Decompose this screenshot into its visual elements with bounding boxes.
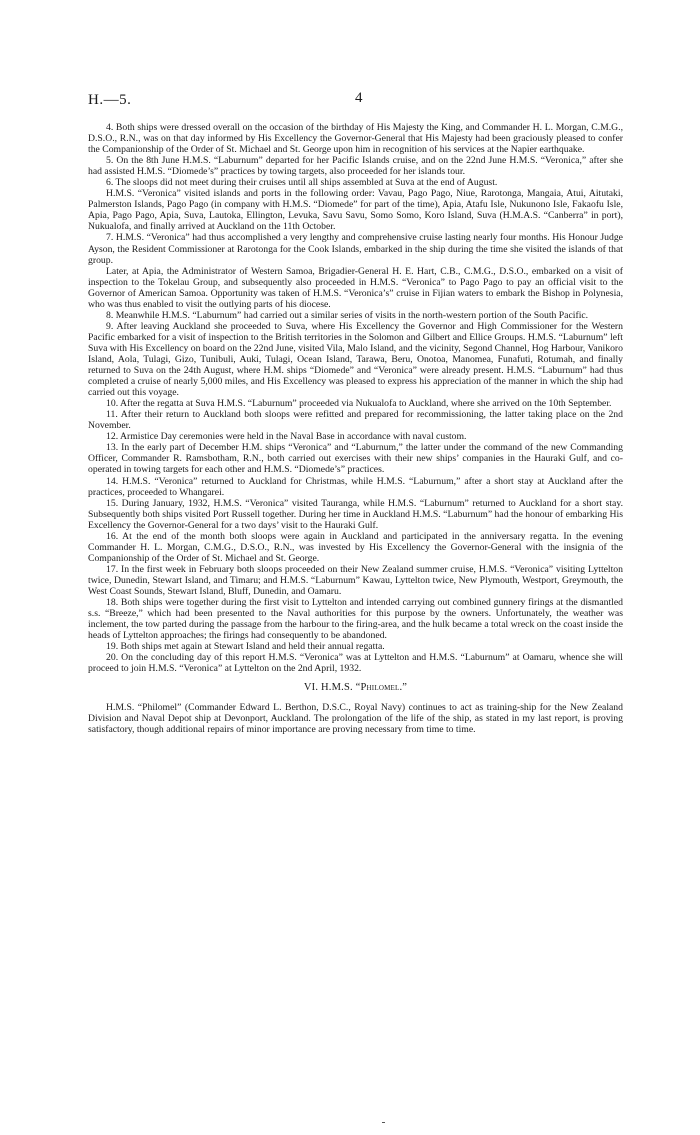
paragraph-15: 15. During January, 1932, H.M.S. “Veronica” visited Tauranga, while H.M.S. “Laburnum” returned to Auckland for a short stay. Subsequently both ships visited Port Russell together. During her time in Auckland H.M.S. “Laburnum” had the honour of embarking His Excellency the Governor-General for a two days’ visit to the Hauraki Gulf.	[88, 497, 623, 531]
paragraph-9: 9. After leaving Auckland she proceeded to Suva, where His Excellency the Governor and High Commissioner for the Western Pacific embarked for a visit of inspection to the British territories in the Solomon and Gilbert and Ellice Groups. H.M.S. “Laburnum” left Suva with His Excellency on board on the 22nd June, visited Vila, Malo Island, and the vicinity, Segond Channel, Hog Harbour, Vanikoro Island, Aola, Tulagi, Gizo, Tunibuli, Auki, Tulagi, Ocean Island, Tarawa, Beru, Onotoa, Manomea, Funafuti, Rotumah, and finally returned to Suva on the 24th August, where H.M. ships “Diomede” and “Veronica” were already present. H.M.S. “Laburnum” had thus completed a cruise of nearly 5,000 miles, and His Excellency was pleased to express his appreciation of the manner in which the ship had carried out this voyage.	[88, 320, 623, 399]
paragraph-19: 19. Both ships met again at Stewart Island and held their annual regatta.	[106, 641, 385, 653]
paragraph-11: 11. After their return to Auckland both sloops were refitted and prepared for recommissioning, the latter taking place on the 2nd November.	[88, 409, 623, 432]
footer-mark	[382, 1122, 385, 1123]
section-heading	[88, 682, 623, 693]
paragraph-20: 20. On the concluding day of this report H.M.S. “Veronica” was at Lyttelton and H.M.S. “Laburnum” at Oamaru, whence she will proceed to join H.M.S. “Veronica” at Lyttelton on the 2nd April, 1932.	[88, 652, 623, 675]
paragraph-6: 6. The sloops did not meet during their cruises until all ships assembled at Suva at the end of August.	[106, 177, 498, 189]
page-number: 4	[355, 90, 363, 106]
section-heading-name: Philomel	[360, 682, 400, 694]
paragraph-4: 4. Both ships were dressed overall on the occasion of the birthday of His Majesty the King, and Commander H. L. Morgan, C.M.G., D.S.O., R.N., was on that day informed by His Excellency the Governor-General that His Majesty had been graciously pleased to confer the Companionship of the Order of St. Michael and St. George upon him in recognition of his services at the Napier earthquake.	[88, 122, 623, 156]
paragraph-16: 16. At the end of the month both sloops were again in Auckland and participated in the anniversary regatta. In the evening Commander H. L. Morgan, C.M.G., D.S.O., R.N., was invested by His Excellency the Governor-General with the insignia of the Companionship of the Order of St. Michael and St. George.	[88, 530, 623, 564]
document-body	[88, 122, 623, 736]
paragraph-10: 10. After the regatta at Suva H.M.S. “Laburnum” proceeded via Nukualofa to Auckland, where she arrived on the 10th September.	[106, 398, 612, 410]
paragraph-5: 5. On the 8th June H.M.S. “Laburnum” departed for her Pacific Islands cruise, and on the 22nd June H.M.S. “Veronica,” after she had assisted H.M.S. “Diomede’s” practices by towing targets, also proceeded for her islands tour.	[88, 155, 623, 178]
paragraph-8: 8. Meanwhile H.M.S. “Laburnum” had carried out a similar series of visits in the north-western portion of the South Pacific.	[106, 309, 589, 321]
document-reference: H.—5.	[88, 92, 132, 108]
paragraph-philomel: H.M.S. “Philomel” (Commander Edward L. Berthon, D.S.C., Royal Navy) continues to act as training-ship for the New Zealand Division and Naval Depot ship at Devonport, Auckland. The prolongation of the life of the ship, as stated in my last report, is proving satisfactory, though additional repairs of minor importance are proving necessary from time to time.	[88, 702, 623, 736]
paragraph-apia: Later, at Apia, the Administrator of Western Samoa, Brigadier-General H. E. Hart, C.B., C.M.G., D.S.O., embarked on a visit of inspection to the Tokelau Group, and subsequently also proceeded in H.M.S. “Veronica” to Pago Pago to pay an official visit to the Governor of American Samoa. Opportunity was taken of H.M.S. “Veronica’s” cruise in Fijian waters to embark the Bishop in Polynesia, who was thus enabled to visit the outlying parts of his diocese.	[88, 265, 623, 310]
paragraph-13: 13. In the early part of December H.M. ships “Veronica” and “Laburnum,” the latter under the command of the new Commanding Officer, Commander R. Ramsbotham, R.N., both carried out exercises with their new ships’ companies in the Hauraki Gulf, and co-operated in towing targets for each other and H.M.S. “Diomede’s” practices.	[88, 442, 623, 476]
paragraph-18: 18. Both ships were together during the first visit to Lyttelton and intended carrying out combined gunnery firings at the dismantled s.s. “Breeze,” which had been presented to the Naval authorities for this purpose by the owners. Unfortunately, the weather was inclement, the tow parted during the passage from the harbour to the firing-area, and the hulk became a total wreck on the coast inside the heads of Lyttelton approaches; the firings had consequently to be abandoned.	[88, 597, 623, 642]
section-heading-suffix: .”	[399, 682, 408, 694]
paragraph-17: 17. In the first week in February both sloops proceeded on their New Zealand summer cruise, H.M.S. “Veronica” visiting Lyttelton twice, Dunedin, Stewart Island, and Timaru; and H.M.S. “Laburnum” Kawau, Lyttelton twice, New Plymouth, Westport, Greymouth, the West Coast Sounds, Stewart Island, Bluff, Dunedin, and Oamaru.	[88, 563, 623, 597]
paragraph-7: 7. H.M.S. “Veronica” had thus accomplished a very lengthy and comprehensive cruise lasting nearly four months. His Honour Judge Ayson, the Resident Commissioner at Rarotonga for the Cook Islands, embarked in the ship during the time she visited the islands of that group.	[88, 232, 623, 266]
paragraph-14: 14. H.M.S. “Veronica” returned to Auckland for Christmas, while H.M.S. “Laburnum,” after a short stay at Auckland after the practices, proceeded to Whangarei.	[88, 475, 623, 498]
paragraph-veronica-itinerary: H.M.S. “Veronica” visited islands and ports in the following order: Vavau, Pago Pago, Niue, Rarotonga, Mangaia, Atui, Aitutaki, Palmerston Islands, Pago Pago (in company with H.M.S. “Diomede” for part of the time), Apia, Atafu Isle, Nukunono Isle, Fakaofu Isle, Apia, Pago Pago, Apia, Suva, Lautoka, Ellington, Levuka, Savu Savu, Somo Somo, Koro Island, Suva (H.M.A.S. “Canberra” in port), Nukualofa, and finally arrived at Auckland on the 11th October.	[88, 188, 623, 233]
paragraph-12: 12. Armistice Day ceremonies were held in the Naval Base in accordance with naval custom.	[106, 431, 467, 443]
section-heading-prefix: VI. H.M.S. “	[303, 682, 361, 694]
